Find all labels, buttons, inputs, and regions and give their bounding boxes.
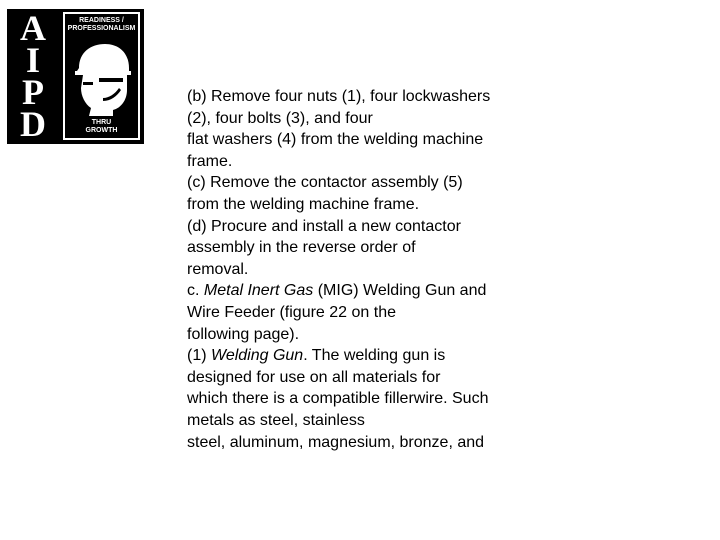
document-line (187, 216, 547, 238)
logo-bottom-line: GROWTH (85, 127, 118, 134)
logo-top-text (65, 17, 138, 33)
aipd-logo (7, 9, 144, 144)
text-segment: (1) (187, 347, 211, 365)
logo-bottom-line: THRU (91, 119, 112, 126)
text-segment: assembly in the reverse order of (187, 239, 416, 257)
text-segment: c. (187, 282, 204, 300)
text-segment: frame. (187, 152, 233, 170)
logo-letter-p: P (22, 72, 44, 112)
logo-top-line: READINESS / (79, 17, 124, 24)
text-segment: which there is a compatible fillerwire. Such (187, 390, 489, 408)
text-segment: (MIG) Welding Gun and (313, 282, 487, 300)
document-line (187, 345, 547, 367)
text-segment: designed for use on all materials for (187, 368, 441, 386)
text-segment: from the welding machine frame. (187, 195, 420, 213)
document-line (187, 194, 547, 216)
document-line (187, 324, 547, 346)
text-segment: steel, aluminum, magnesium, bronze, and (187, 433, 485, 451)
document-line (187, 302, 547, 324)
text-segment: metals as steel, stainless (187, 411, 365, 429)
document-line (187, 432, 547, 454)
text-segment: (d) Procure and install a new contactor (187, 217, 461, 235)
text-segment: (b) Remove four nuts (1), four lockwashers (187, 88, 491, 105)
document-line (187, 129, 547, 151)
document-line (187, 172, 547, 194)
text-segment: flat washers (4) from the welding machine (187, 131, 484, 149)
document-line (187, 367, 547, 389)
logo-top-line: PROFESSIONALISM (67, 25, 136, 32)
soldier-helmet-icon (69, 38, 135, 116)
text-segment: (c) Remove the contactor assembly (5) (187, 174, 463, 192)
text-segment: following page). (187, 325, 300, 343)
document-line (187, 410, 547, 432)
document-line (187, 86, 547, 108)
document-line (187, 388, 547, 410)
text-segment: . The welding gun is (303, 347, 446, 365)
text-segment: removal. (187, 260, 249, 278)
italic-term: Metal Inert Gas (203, 282, 314, 300)
document-line (187, 259, 547, 281)
logo-bottom-text (65, 119, 138, 135)
document-text (187, 86, 547, 453)
logo-letters (7, 9, 59, 144)
text-segment: Wire Feeder (figure 22 on the (187, 303, 396, 321)
logo-letter-d: D (20, 104, 46, 144)
document-line (187, 280, 547, 302)
document-line (187, 108, 547, 130)
logo-panel (63, 12, 140, 140)
text-segment: (2), four bolts (3), and four (187, 109, 373, 127)
logo-letter-a: A (20, 9, 46, 48)
logo-letter-i: I (25, 40, 40, 80)
document-line (187, 237, 547, 259)
document-line (187, 151, 547, 173)
italic-term: Welding Gun (211, 347, 304, 365)
